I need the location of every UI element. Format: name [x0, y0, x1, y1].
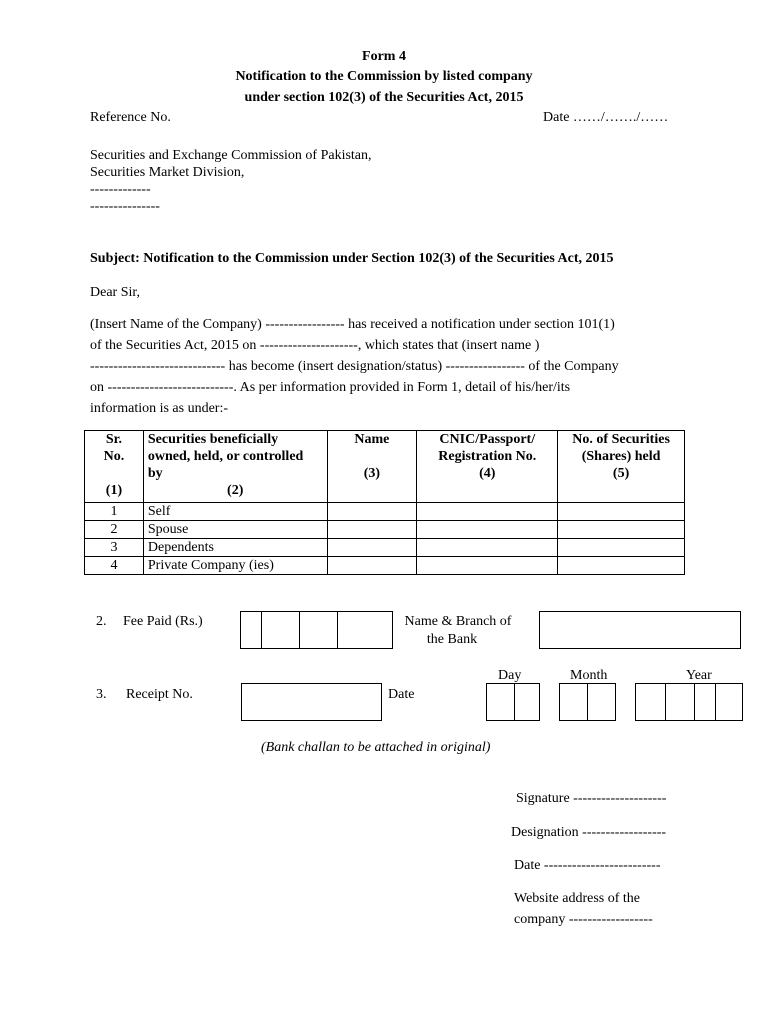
row-sr: 3: [85, 539, 144, 557]
header-securities: [143, 431, 327, 503]
row-name-cell[interactable]: [327, 539, 417, 557]
address-line1: Securities and Exchange Commission of Pakistan,: [90, 148, 372, 163]
fee-item-number: 2.: [96, 614, 107, 629]
row-shares-cell[interactable]: [558, 539, 685, 557]
table-row: [85, 503, 685, 521]
body-line5: information is as under:-: [90, 401, 229, 416]
address-line4: ---------------: [90, 199, 160, 214]
table-row: [85, 539, 685, 557]
table-row: [85, 521, 685, 539]
row-cnic-cell[interactable]: [417, 503, 558, 521]
body-line2: of the Securities Act, 2015 on ---------------------, which states that (insert name ): [90, 338, 540, 353]
table-header-row: [85, 431, 685, 503]
header-sr-line2: No.: [103, 449, 125, 464]
form-title-line1: Notification to the Commission by listed company: [235, 69, 533, 84]
year-label: Year: [686, 668, 712, 683]
header-name-num: (3): [363, 466, 381, 481]
row-sr: 1: [85, 503, 144, 521]
row-shares-cell[interactable]: [558, 557, 685, 575]
address-line2: Securities Market Division,: [90, 165, 245, 180]
header-shares-line2: (Shares) held: [581, 449, 661, 464]
row-sr: 4: [85, 557, 144, 575]
header-shares-num: (5): [612, 466, 630, 481]
header-name-text: Name: [354, 432, 390, 447]
bank-label-line1: Name & Branch of: [404, 614, 512, 629]
form-title-line2: under section 102(3) of the Securities Act, 2015: [244, 90, 524, 105]
row-label: Spouse: [143, 521, 327, 539]
row-cnic-cell[interactable]: [417, 539, 558, 557]
row-cnic-cell[interactable]: [417, 557, 558, 575]
fee-amount-boxes[interactable]: [240, 611, 393, 649]
month-field[interactable]: [559, 683, 616, 721]
header-shares: [558, 431, 685, 503]
table-row: [85, 557, 685, 575]
subject: Subject: Notification to the Commission under Section 102(3) of the Securities Act, 2015: [90, 251, 614, 266]
body-line3: ----------------------------- has become (insert designation/status) ----------------- of the Company: [90, 359, 619, 374]
row-name-cell[interactable]: [327, 557, 417, 575]
signature-date-line: Date -------------------------: [514, 858, 661, 873]
day-label: Day: [498, 668, 522, 683]
header-sr: [85, 431, 144, 503]
reference-label: Reference No.: [90, 110, 171, 125]
day-field[interactable]: [486, 683, 540, 721]
header-cnic-line2: Registration No.: [438, 449, 537, 464]
header-shares-line1: No. of Securities: [572, 432, 670, 447]
website-line2: company ------------------: [514, 912, 653, 927]
header-name: [327, 431, 417, 503]
row-cnic-cell[interactable]: [417, 521, 558, 539]
receipt-date-label: Date: [388, 687, 415, 702]
receipt-item-number: 3.: [96, 687, 107, 702]
header-securities-line1: Securities beneficially: [147, 432, 279, 447]
header-cnic-line1: CNIC/Passport/: [439, 432, 536, 447]
bank-label-line2: the Bank: [426, 632, 478, 647]
bank-name-field[interactable]: [539, 611, 741, 649]
header-securities-line2: owned, held, or controlled: [147, 449, 304, 464]
designation-line: Designation ------------------: [511, 825, 667, 840]
header-securities-num: (2): [227, 483, 244, 498]
row-name-cell[interactable]: [327, 503, 417, 521]
salutation: Dear Sir,: [90, 285, 140, 300]
row-label: Dependents: [143, 539, 327, 557]
month-label: Month: [570, 668, 608, 683]
header-cnic-num: (4): [479, 466, 496, 481]
form-number: Form 4: [362, 49, 406, 64]
row-sr: 2: [85, 521, 144, 539]
header-sr-line1: Sr.: [105, 432, 123, 447]
row-label: Private Company (ies): [143, 557, 327, 575]
date-label: Date ……/……./……: [543, 110, 669, 125]
signature-line: Signature --------------------: [516, 791, 667, 806]
row-name-cell[interactable]: [327, 521, 417, 539]
website-line1: Website address of the: [514, 891, 640, 906]
header-securities-line3: by: [147, 466, 163, 481]
row-shares-cell[interactable]: [558, 521, 685, 539]
header-cnic: [417, 431, 558, 503]
row-label: Self: [143, 503, 327, 521]
fee-label: Fee Paid (Rs.): [123, 614, 203, 629]
receipt-label: Receipt No.: [126, 687, 193, 702]
body-line4: on ---------------------------. As per information provided in Form 1, detail of his/her/its: [90, 380, 571, 395]
bank-challan-note: (Bank challan to be attached in original): [261, 740, 491, 755]
header-sr-num: (1): [105, 483, 123, 498]
securities-table: [84, 430, 685, 575]
address-line3: -------------: [90, 182, 151, 197]
row-shares-cell[interactable]: [558, 503, 685, 521]
body-line1: (Insert Name of the Company) ----------------- has received a notification under section 101(1): [90, 317, 615, 332]
year-field[interactable]: [635, 683, 743, 721]
receipt-number-field[interactable]: [241, 683, 382, 721]
